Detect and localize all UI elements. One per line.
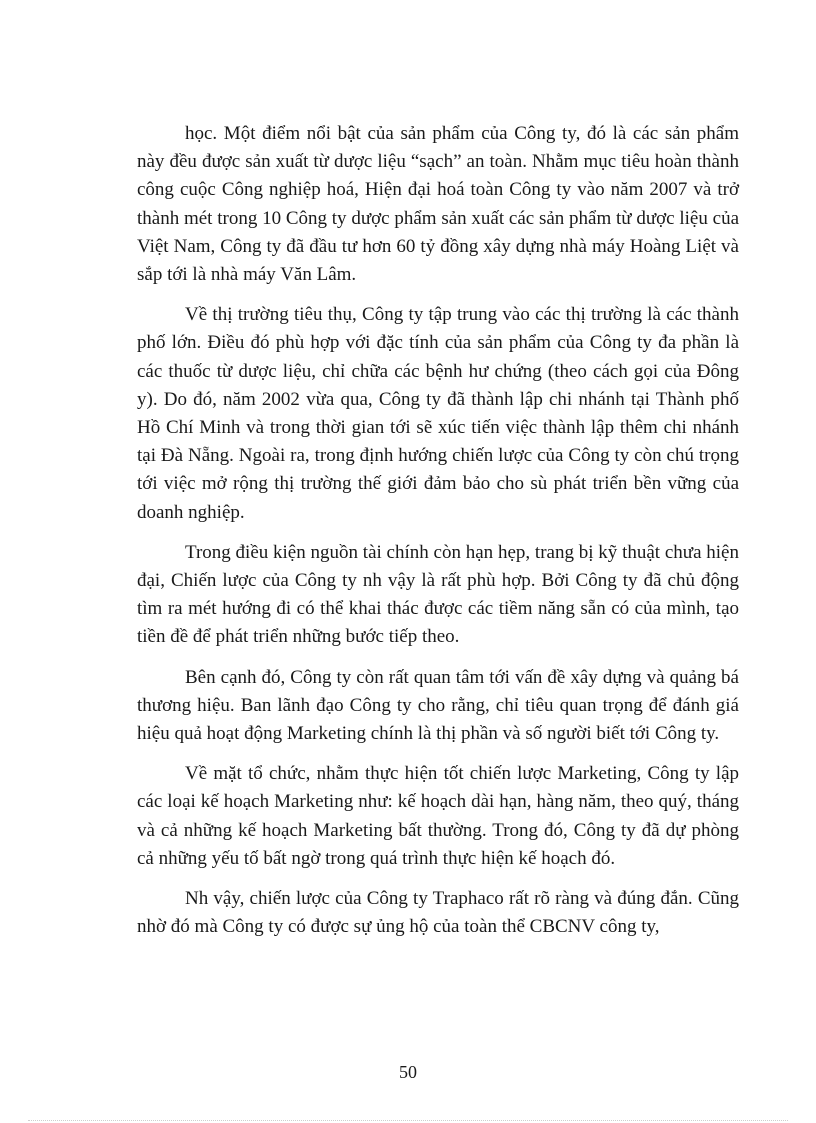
paragraph-3: Trong điều kiện nguồn tài chính còn hạn hẹp, trang bị kỹ thuật chưa hiện đại, Chiến lược của Công ty nh vậy là rất phù hợp. Bởi Công ty đã chủ động tìm ra mét hướng đi có thể khai thác được các tiềm năng sẵn có của mình, tạo tiền đề để phát triển những bước tiếp theo.	[137, 541, 739, 648]
page-number: 50	[399, 1062, 417, 1082]
paragraph-5: Về mặt tổ chức, nhằm thực hiện tốt chiến lược Marketing, Công ty lập các loại kế hoạch Marketing như: kế hoạch dài hạn, hàng năm, theo quý, tháng và cả những kế hoạch Marketing bất thường. Trong đó, Công ty đã dự phòng cả những yếu tố bất ngờ trong quá trình thực hiện kế hoạch đó.	[137, 763, 739, 869]
body-text	[137, 120, 739, 953]
footer-divider	[28, 1120, 788, 1121]
paragraph-1: học. Một điểm nổi bật của sản phẩm của Công ty, đó là các sản phẩm này đều được sản xuất từ dược liệu “sạch” an toàn. Nhằm mục tiêu hoàn thành công cuộc Công nghiệp hoá, Hiện đại hoá toàn Công ty vào năm 2007 và trở thành mét trong 10 Công ty dược phẩm sản xuất các sản phẩm từ dược liệu của Việt Nam, Công ty đã đầu tư hơn 60 tỷ đồng xây dựng nhà máy Hoàng Liệt và sắp tới là nhà máy Văn Lâm.	[137, 123, 739, 286]
paragraph-6: Nh vậy, chiến lược của Công ty Traphaco rất rõ ràng và đúng đắn. Cũng nhờ đó mà Công ty có được sự ủng hộ của toàn thể CBCNV công ty,	[137, 888, 739, 938]
paragraph-4: Bên cạnh đó, Công ty còn rất quan tâm tới vấn đề xây dựng và quảng bá thương hiệu. Ban lãnh đạo Công ty cho rằng, chỉ tiêu quan trọng để đánh giá hiệu quả hoạt động Marketing chính là thị phần và số người biết tới Công ty.	[137, 666, 739, 745]
paragraph-2: Về thị trường tiêu thụ, Công ty tập trung vào các thị trường là các thành phố lớn. Điều đó phù hợp với đặc tính của sản phẩm của Công ty đa phần là các thuốc từ dược liệu, chỉ chữa các bệnh hư chứng (theo cách gọi của Đông y). Do đó, năm 2002 vừa qua, Công ty đã thành lập chi nhánh tại Thành phố Hồ Chí Minh và trong thời gian tới sẽ xúc tiến việc thành lập thêm chi nhánh tại Đà Nẵng. Ngoài ra, trong định hướng chiến lược của Công ty còn chú trọng tới việc mở rộng thị trường thế giới đảm bảo cho sù phát triển bền vững của doanh nghiệp.	[137, 304, 739, 523]
